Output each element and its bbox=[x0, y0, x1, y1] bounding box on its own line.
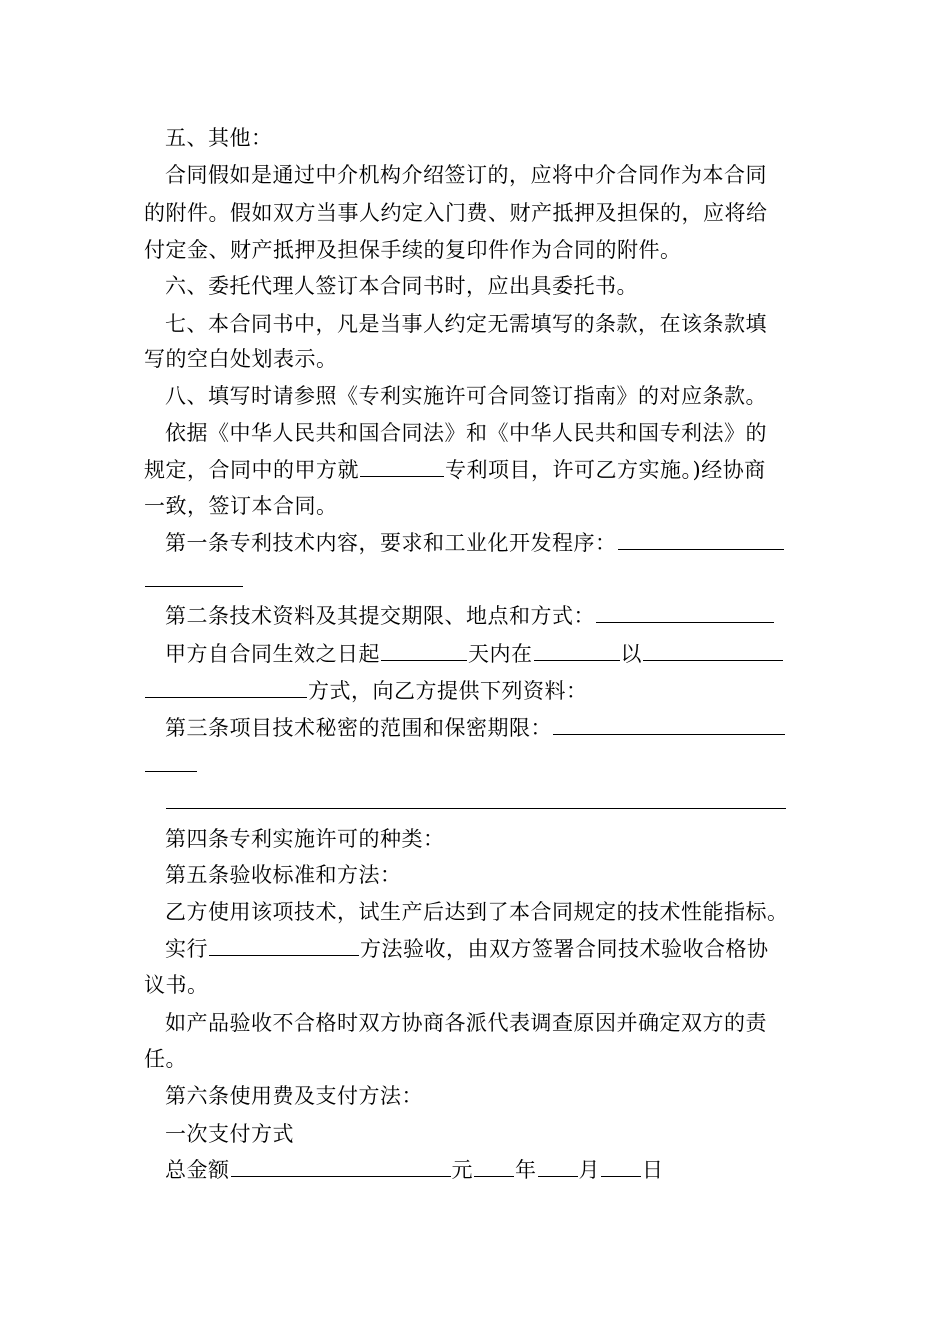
article-3: 第三条项目技术秘密的范围和保密期限： bbox=[165, 710, 815, 746]
article-1-continued bbox=[144, 562, 814, 598]
article-2: 第二条技术资料及其提交期限、地点和方式： bbox=[165, 598, 815, 634]
blank-article-3-line[interactable] bbox=[166, 786, 786, 809]
delivery-line-2: 方式，向乙方提供下列资料： bbox=[144, 673, 814, 709]
delivery-line-1: 甲方自合同生效之日起 天内在 以 bbox=[165, 636, 815, 672]
blank-method-continued[interactable] bbox=[145, 675, 307, 698]
article-3-full-blank bbox=[165, 784, 815, 820]
article-1: 第一条专利技术内容，要求和工业化开发程序： bbox=[165, 525, 815, 561]
blank-article-3[interactable] bbox=[553, 712, 785, 735]
acceptance-line-3: 议书。 bbox=[144, 973, 209, 997]
blank-acceptance-method[interactable] bbox=[209, 933, 359, 956]
article-4: 第四条专利实施许可的种类： bbox=[165, 827, 445, 851]
section-7-line-1: 七、本合同书中，凡是当事人约定无需填写的条款，在该条款填 bbox=[165, 312, 767, 336]
payment-method: 一次支付方式 bbox=[165, 1122, 294, 1146]
blank-days[interactable] bbox=[381, 638, 467, 661]
blank-day[interactable] bbox=[601, 1154, 641, 1177]
blank-article-1[interactable] bbox=[618, 527, 784, 550]
section-5-title: 五、其他： bbox=[165, 126, 273, 150]
article-3-continued bbox=[144, 747, 814, 783]
section-8: 八、填写时请参照《专利实施许可合同签订指南》的对应条款。 bbox=[165, 384, 767, 408]
section-5-line-2: 的附件。假如双方当事人约定入门费、财产抵押及担保的，应将给 bbox=[144, 201, 768, 225]
blank-total-amount[interactable] bbox=[231, 1154, 451, 1177]
blank-month[interactable] bbox=[538, 1154, 578, 1177]
blank-article-1-continued[interactable] bbox=[145, 564, 243, 587]
preamble-line-2: 规定，合同中的甲方就 专利项目，许可乙方实施。)经协商 bbox=[144, 452, 814, 488]
preamble-line-3: 一致，签订本合同。 bbox=[144, 494, 338, 518]
acceptance-line-1: 乙方使用该项技术，试生产后达到了本合同规定的技术性能指标。 bbox=[165, 900, 789, 924]
section-5-line-1: 合同假如是通过中介机构介绍签订的，应将中介合同作为本合同 bbox=[165, 163, 767, 187]
acceptance-line-4: 如产品验收不合格时双方协商各派代表调查原因并确定双方的责 bbox=[165, 1011, 767, 1035]
acceptance-line-5: 任。 bbox=[144, 1047, 187, 1071]
blank-article-2[interactable] bbox=[596, 600, 774, 623]
payment-total-line: 总金额 元 年 月 日 bbox=[165, 1152, 815, 1188]
section-5-line-3: 付定金、财产抵押及担保手续的复印件作为合同的附件。 bbox=[144, 238, 682, 262]
section-7-line-2: 写的空白处划表示。 bbox=[144, 347, 338, 371]
acceptance-line-2: 实行 方法验收，由双方签署合同技术验收合格协 bbox=[165, 931, 815, 967]
blank-article-3-continued[interactable] bbox=[145, 749, 197, 772]
article-6: 第六条使用费及支付方法： bbox=[165, 1084, 423, 1108]
blank-patent-project[interactable] bbox=[360, 454, 444, 477]
preamble-line-1: 依据《中华人民共和国合同法》和《中华人民共和国专利法》的 bbox=[165, 421, 767, 445]
blank-year[interactable] bbox=[474, 1154, 514, 1177]
blank-location[interactable] bbox=[534, 638, 620, 661]
blank-method[interactable] bbox=[643, 638, 783, 661]
section-6: 六、委托代理人签订本合同书时，应出具委托书。 bbox=[165, 274, 638, 298]
article-5: 第五条验收标准和方法： bbox=[165, 863, 402, 887]
